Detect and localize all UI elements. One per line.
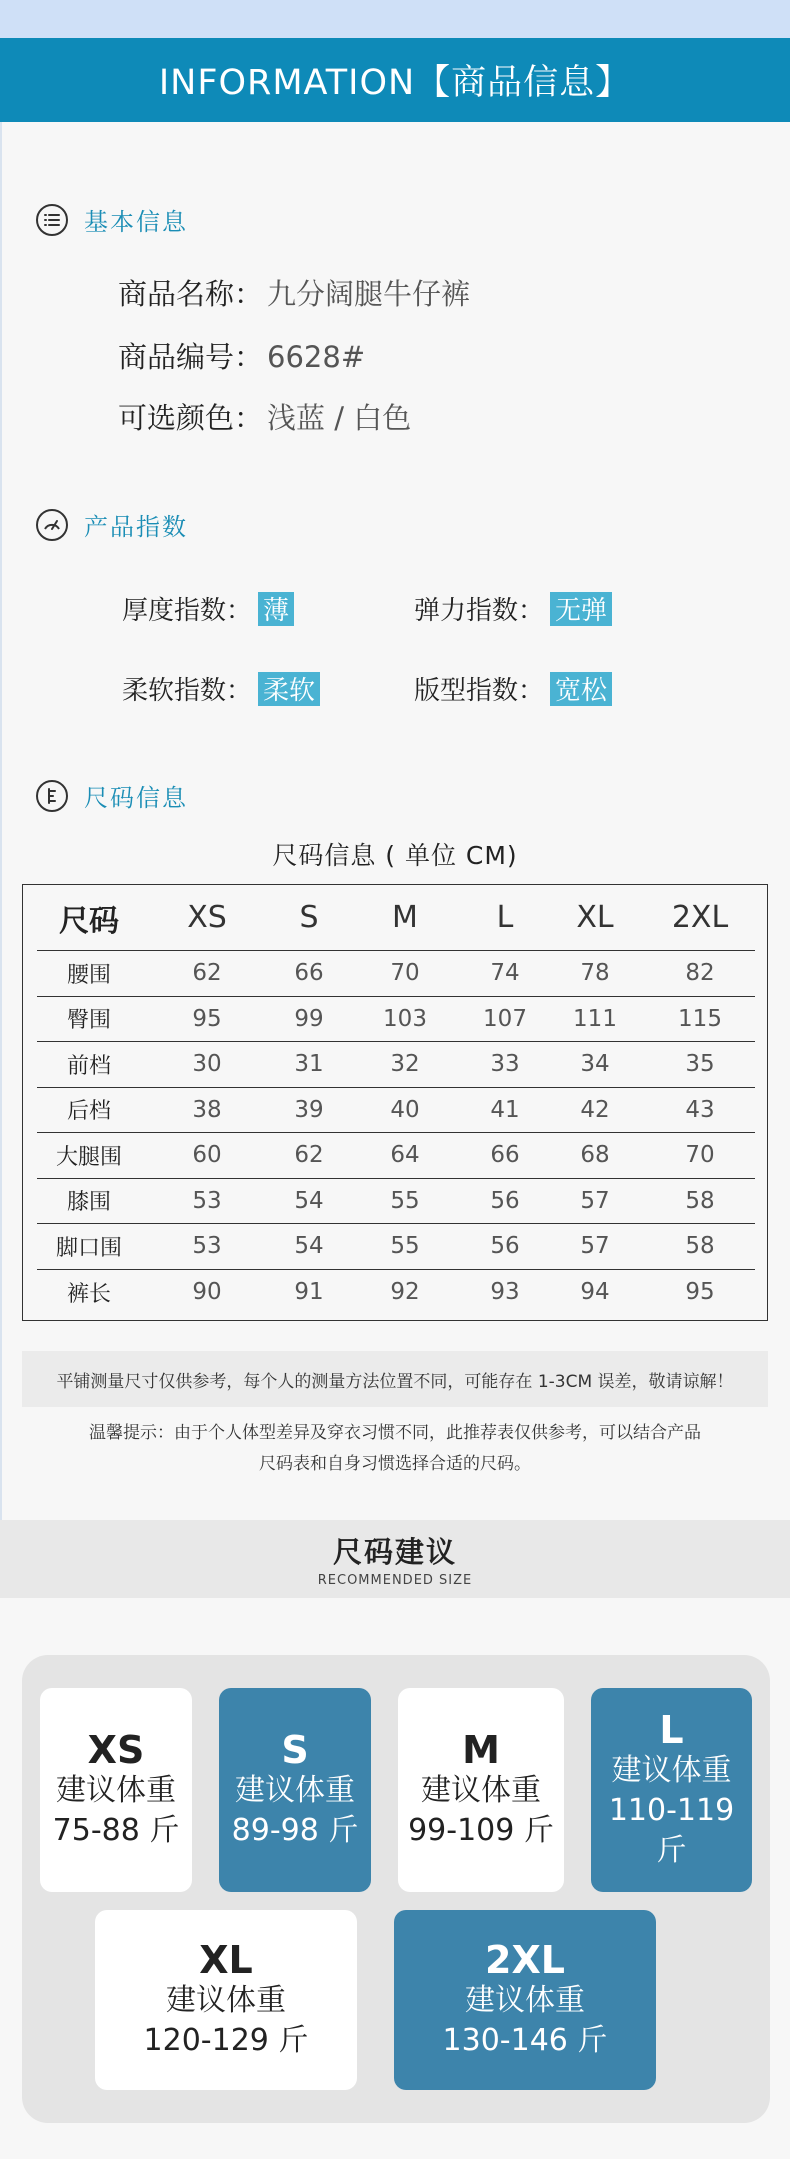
index-tag: 柔软 <box>258 672 320 706</box>
index-fit <box>414 670 612 707</box>
table-cell: 57 <box>580 1187 610 1214</box>
table-cell: 34 <box>580 1051 610 1078</box>
list-icon <box>36 204 68 236</box>
table-cell: 39 <box>294 1096 324 1123</box>
info-key: 可选颜色： <box>118 401 264 435</box>
table-row-label: 腰围 <box>66 962 111 988</box>
table-cell: 62 <box>192 960 222 987</box>
table-cell: 55 <box>390 1233 420 1260</box>
table-cell: 54 <box>294 1233 324 1260</box>
card-weight-label: 建议体重 <box>166 1983 286 2018</box>
table-cell: 99 <box>294 1005 324 1032</box>
table-cell: 58 <box>685 1187 715 1214</box>
table-cell: 111 <box>573 1005 617 1032</box>
card-size: XL <box>199 1938 253 1982</box>
card-size: S <box>281 1728 309 1772</box>
gauge-icon <box>36 509 68 541</box>
table-header-cell: S <box>299 900 319 935</box>
info-row-colors <box>118 396 411 437</box>
table-cell: 58 <box>685 1233 715 1260</box>
table-row <box>37 1042 755 1088</box>
size-table <box>22 884 768 1321</box>
size-card-s <box>219 1688 371 1892</box>
table-row-label: 脚口围 <box>55 1235 122 1261</box>
table-cell: 33 <box>490 1051 520 1078</box>
table-cell: 54 <box>294 1187 324 1214</box>
table-row-label: 臀围 <box>66 1008 111 1034</box>
card-weight-range: 130-146 斤 <box>442 2023 608 2058</box>
table-cell: 95 <box>685 1279 715 1306</box>
table-row <box>37 1224 755 1270</box>
table-cell: 66 <box>490 1142 520 1169</box>
section-size-header <box>36 778 188 813</box>
top-strip <box>0 0 790 38</box>
info-value: 九分阔腿牛仔裤 <box>267 277 471 311</box>
table-row <box>37 1270 755 1316</box>
table-cell: 62 <box>294 1142 324 1169</box>
size-card-xs <box>40 1688 192 1892</box>
index-elasticity <box>414 590 612 627</box>
card-size: XS <box>87 1728 145 1772</box>
table-cell: 55 <box>390 1187 420 1214</box>
table-row-label: 膝围 <box>66 1190 111 1216</box>
info-key: 商品编号： <box>118 340 264 374</box>
recommend-title: 尺码建议 <box>332 1535 457 1569</box>
table-row-label: 裤长 <box>66 1281 111 1307</box>
table-row <box>37 997 755 1043</box>
card-weight-label: 建议体重 <box>611 1753 732 1788</box>
table-row <box>37 1088 755 1134</box>
table-cell: 32 <box>390 1051 420 1078</box>
table-cell: 70 <box>390 960 420 987</box>
measurement-note <box>22 1351 768 1407</box>
table-cell: 38 <box>192 1096 222 1123</box>
card-weight-range: 110-119 斤 <box>608 1793 735 1868</box>
card-weight-range: 120-129 斤 <box>143 2023 309 2058</box>
section-basic-title: 基本信息 <box>84 208 188 236</box>
index-thickness <box>122 590 294 627</box>
table-cell: 53 <box>192 1233 222 1260</box>
table-cell: 31 <box>294 1051 324 1078</box>
index-tag: 宽松 <box>550 672 612 706</box>
note-text: 平铺测量尺寸仅供参考，每个人的测量方法位置不同，可能存在 1-3CM 误差，敬请谅解！ <box>56 1371 734 1392</box>
table-cell: 56 <box>490 1233 520 1260</box>
card-size: L <box>659 1708 684 1752</box>
header-title: INFORMATION【商品信息】 <box>158 63 632 103</box>
card-size: M <box>462 1728 500 1772</box>
index-key: 柔软指数： <box>122 676 253 706</box>
table-cell: 91 <box>294 1279 324 1306</box>
recommend-band <box>0 1520 790 1598</box>
table-row <box>37 1133 755 1179</box>
info-row-code <box>118 335 365 376</box>
table-cell: 41 <box>490 1096 520 1123</box>
card-weight-label: 建议体重 <box>421 1773 541 1808</box>
card-weight-range: 89-98 斤 <box>231 1813 359 1848</box>
table-row-label: 后档 <box>66 1099 111 1125</box>
table-row <box>37 1179 755 1225</box>
index-key: 厚度指数： <box>122 596 253 626</box>
table-row-label: 前档 <box>66 1053 111 1079</box>
table-header-cell: M <box>392 900 418 935</box>
info-value: 浅蓝 / 白色 <box>267 401 412 435</box>
section-basic-header <box>36 202 188 237</box>
card-size: 2XL <box>485 1938 565 1982</box>
tip-line-1: 温馨提示：由于个人体型差异及穿衣习惯不同，此推荐表仅供参考，可以结合产品 <box>89 1423 701 1443</box>
index-tag: 薄 <box>258 592 294 626</box>
index-key: 弹力指数： <box>414 596 545 626</box>
size-table-title: 尺码信息 ( 单位 CM) <box>272 841 518 870</box>
table-cell: 95 <box>192 1005 222 1032</box>
info-row-name <box>118 272 470 313</box>
table-cell: 30 <box>192 1051 222 1078</box>
table-cell: 42 <box>580 1096 610 1123</box>
size-card-l <box>591 1688 752 1892</box>
table-cell: 78 <box>580 960 610 987</box>
info-key: 商品名称： <box>118 277 264 311</box>
page-header <box>0 38 790 122</box>
table-header-cell: XL <box>576 900 614 935</box>
index-softness <box>122 670 320 707</box>
table-cell: 60 <box>192 1142 222 1169</box>
table-cell: 93 <box>490 1279 520 1306</box>
recommend-subtitle: RECOMMENDED SIZE <box>317 1573 473 1588</box>
tip-line-2: 尺码表和自身习惯选择合适的尺码。 <box>259 1454 531 1474</box>
table-cell: 107 <box>483 1005 527 1032</box>
table-cell: 43 <box>685 1096 715 1123</box>
card-weight-label: 建议体重 <box>56 1773 176 1808</box>
card-weight-range: 75-88 斤 <box>52 1813 180 1848</box>
table-cell: 74 <box>490 960 520 987</box>
table-cell: 66 <box>294 960 324 987</box>
table-header-cell: XS <box>187 900 227 935</box>
size-card-2xl <box>394 1910 656 2090</box>
table-cell: 94 <box>580 1279 610 1306</box>
table-cell: 70 <box>685 1142 715 1169</box>
size-card-xl <box>95 1910 357 2090</box>
section-indices-header <box>36 507 188 542</box>
table-header-cell: 2XL <box>671 900 729 935</box>
table-cell: 90 <box>192 1279 222 1306</box>
section-size-title: 尺码信息 <box>84 784 188 812</box>
table-cell: 40 <box>390 1096 420 1123</box>
info-value: 6628# <box>267 340 366 374</box>
table-cell: 82 <box>685 960 715 987</box>
table-header-cell: 尺码 <box>59 903 119 939</box>
table-cell: 35 <box>685 1051 715 1078</box>
table-cell: 53 <box>192 1187 222 1214</box>
index-tag: 无弹 <box>550 592 612 626</box>
card-weight-range: 99-109 斤 <box>408 1813 554 1848</box>
table-cell: 64 <box>390 1142 420 1169</box>
card-weight-label: 建议体重 <box>465 1983 585 2018</box>
size-card-m <box>398 1688 564 1892</box>
section-indices-title: 产品指数 <box>84 513 188 541</box>
table-cell: 92 <box>390 1279 420 1306</box>
table-row <box>37 951 755 997</box>
index-key: 版型指数： <box>414 676 545 706</box>
table-cell: 56 <box>490 1187 520 1214</box>
table-cell: 115 <box>678 1005 722 1032</box>
card-weight-label: 建议体重 <box>235 1773 355 1808</box>
table-header-row <box>37 885 755 951</box>
table-row-label: 大腿围 <box>55 1144 122 1170</box>
table-header-cell: L <box>496 900 514 935</box>
ruler-icon <box>36 780 68 812</box>
table-cell: 57 <box>580 1233 610 1260</box>
table-cell: 68 <box>580 1142 610 1169</box>
left-border-line <box>0 122 2 1522</box>
table-cell: 103 <box>383 1005 427 1032</box>
